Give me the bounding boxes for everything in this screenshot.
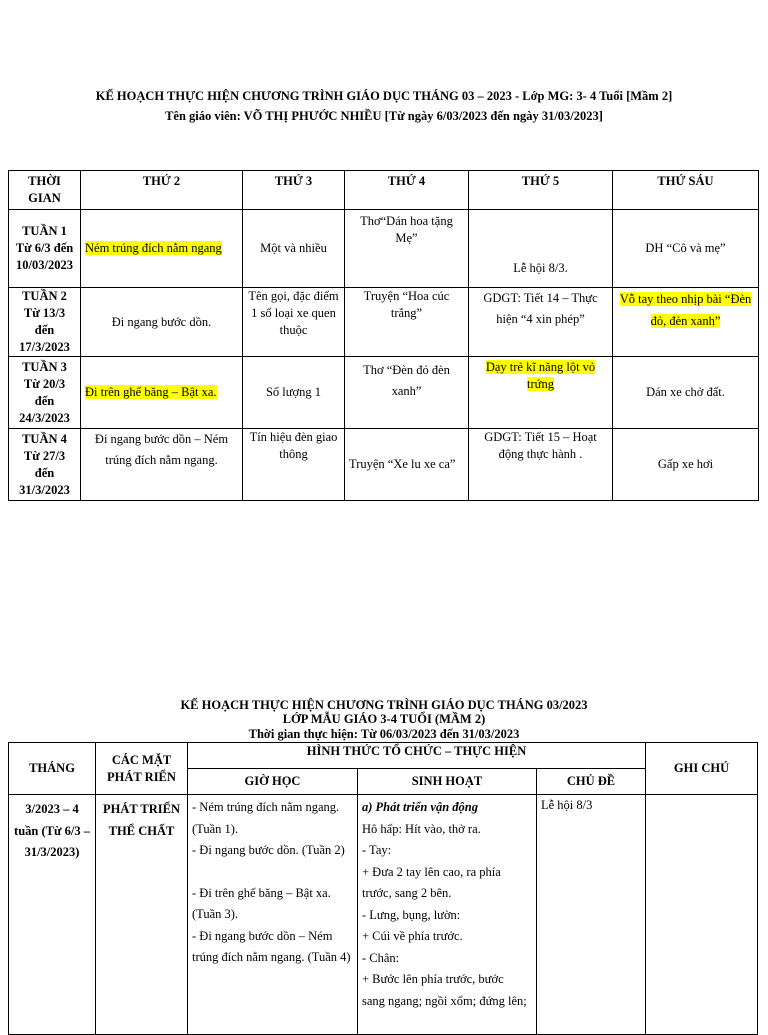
week-label: TUẦN 3	[22, 359, 67, 374]
thursday-cell: Lễ hội 8/3.	[469, 210, 613, 288]
highlighted-text: Dạy trẻ kĩ năng lột vỏ trứng	[485, 360, 596, 391]
activity-line: - Chân:	[362, 950, 400, 965]
tuesday-cell: Số lượng 1	[243, 357, 345, 429]
monthly-plan-table	[8, 742, 758, 1035]
friday-cell: Gấp xe hơi	[613, 429, 759, 501]
week-dates: Từ 27/3 đến 31/3/2023	[19, 448, 70, 497]
monday-cell	[81, 357, 243, 429]
thursday-cell: GDGT: Tiết 14 – Thực hiện “4 xin phép”	[469, 288, 613, 357]
header-areas: CÁC MẶT PHÁT RIỂN	[96, 743, 188, 795]
highlighted-text: Đi trên ghế băng – Bật xa.	[85, 385, 217, 399]
header-time: THỜI GIAN	[9, 171, 81, 210]
lesson-line: - Đi ngang bước dồn. (Tuần 2)	[192, 843, 345, 857]
lesson-cell	[188, 795, 358, 1035]
activity-line: trước, sang 2 bên.	[362, 886, 452, 900]
week-label: TUẦN 4	[22, 431, 67, 446]
week-cell	[9, 429, 81, 501]
week-label: TUẦN 2	[22, 289, 67, 303]
activity-line: + Cúi về phía trước.	[362, 929, 463, 943]
lesson-line: - Đi trên ghế băng – Bật xa.	[192, 885, 331, 900]
table-row	[9, 357, 759, 429]
activity-line: + Đưa 2 tay lên cao, ra phía	[362, 864, 501, 879]
month-cell: 3/2023 – 4 tuần (Từ 6/3 – 31/3/2023)	[9, 795, 96, 1035]
spacer	[192, 862, 353, 883]
plan2-class: LỚP MẪU GIÁO 3-4 TUỔI (MẦM 2)	[282, 712, 486, 726]
tuesday-cell: Một và nhiều	[243, 210, 345, 288]
week-dates: Từ 13/3 đến 17/3/2023	[19, 306, 70, 354]
lesson-line: trúng đích nằm ngang. (Tuần 4)	[192, 950, 351, 964]
weekly-schedule-table	[8, 170, 759, 501]
lesson-line: (Tuần 3).	[192, 907, 239, 921]
note-cell	[646, 795, 758, 1035]
tuesday-cell: Tín hiệu đèn giao thông	[243, 429, 345, 501]
header-thursday: THỨ 5	[469, 171, 613, 210]
header-theme: CHỦ ĐỀ	[537, 769, 646, 795]
friday-cell: DH “Cô và mẹ”	[613, 210, 759, 288]
week-cell	[9, 357, 81, 429]
header-monday: THỨ 2	[81, 171, 243, 210]
week-label: TUẦN 1	[22, 224, 67, 238]
thursday-cell: GDGT: Tiết 15 – Hoạt động thực hành .	[469, 429, 613, 501]
table-header-row	[9, 171, 759, 210]
week-cell	[9, 210, 81, 288]
header-lesson: GIỜ HỌC	[188, 769, 358, 795]
lesson-line: - Đi ngang bước dồn – Ném	[192, 928, 333, 943]
friday-cell	[613, 288, 759, 357]
header-note: GHI CHÚ	[646, 743, 758, 795]
header-month: THÁNG	[9, 743, 96, 795]
thursday-cell	[469, 357, 613, 429]
monday-cell: Đi ngang bước dồn.	[81, 288, 243, 357]
table-row	[9, 288, 759, 357]
tuesday-cell: Tên gọi, đặc điểm 1 số loại xe quen thuộc	[243, 288, 345, 357]
wednesday-cell: Thơ “Đèn đỏ đèn xanh”	[345, 357, 469, 429]
week-cell	[9, 288, 81, 357]
table-row	[9, 795, 758, 1035]
header-friday: THỨ SÁU	[613, 171, 759, 210]
week-dates: Từ 20/3 đến 24/3/2023	[19, 376, 70, 425]
header-organization: HÌNH THỨC TỔ CHỨC – THỰC HIỆN	[188, 743, 646, 769]
lesson-line: - Ném trúng đích nằm ngang.	[192, 800, 340, 814]
table-row	[9, 210, 759, 288]
highlighted-text: Ném trúng đích nằm ngang	[85, 241, 222, 255]
wednesday-cell: Truyện “Hoa cúc trắng”	[345, 288, 469, 357]
monday-cell: Đi ngang bước dồn – Ném trúng đích nằm ngang.	[81, 429, 243, 501]
activity-heading: a) Phát triển vận động	[362, 800, 478, 814]
plan2-period: Thời gian thực hiện: Từ 06/03/2023 đến 31/03/2023	[248, 727, 520, 741]
table-row	[9, 429, 759, 501]
friday-cell: Dán xe chở đất.	[613, 357, 759, 429]
monday-cell	[81, 210, 243, 288]
teacher-line: Tên giáo viên: VÕ THỊ PHƯỚC NHIỀU [Từ ngày 6/03/2023 đến ngày 31/03/2023]	[165, 109, 603, 123]
header-tuesday: THỨ 3	[243, 171, 345, 210]
lesson-line: (Tuần 1).	[192, 821, 239, 836]
week-dates: Từ 6/3 đến 10/03/2023	[15, 241, 74, 272]
header-wednesday: THỨ 4	[345, 171, 469, 210]
plan-title: KẾ HOẠCH THỰC HIỆN CHƯƠNG TRÌNH GIÁO DỤC THÁNG 03 – 2023 - Lớp MG: 3- 4 Tuổi [Mầm 2]	[95, 89, 673, 103]
header-activity: SINH HOẠT	[358, 769, 537, 795]
plan2-title: KẾ HOẠCH THỰC HIỆN CHƯƠNG TRÌNH GIÁO DỤC THÁNG 03/2023	[180, 698, 588, 712]
activity-line: - Lưng, bụng, lườn:	[362, 907, 461, 922]
activity-line: - Tay:	[362, 843, 392, 857]
activity-line: Hô hấp: Hít vào, thở ra.	[362, 821, 481, 836]
theme-cell: Lễ hội 8/3	[537, 795, 646, 1035]
highlighted-text: Vỗ tay theo nhịp bài “Đèn đỏ, đèn xanh”	[619, 292, 752, 328]
wednesday-cell: Truyện “Xe lu xe ca”	[345, 429, 469, 501]
wednesday-cell: Thơ“Dán hoa tặng Mẹ”	[345, 210, 469, 288]
activity-line: + Bước lên phía trước, bước	[362, 972, 504, 986]
header-row-1	[9, 743, 758, 769]
activity-cell	[358, 795, 537, 1035]
activity-line: sang ngang; ngồi xổm; đứng lên;	[362, 993, 527, 1008]
development-area-cell: PHÁT TRIỂN THỂ CHẤT	[96, 795, 188, 1035]
